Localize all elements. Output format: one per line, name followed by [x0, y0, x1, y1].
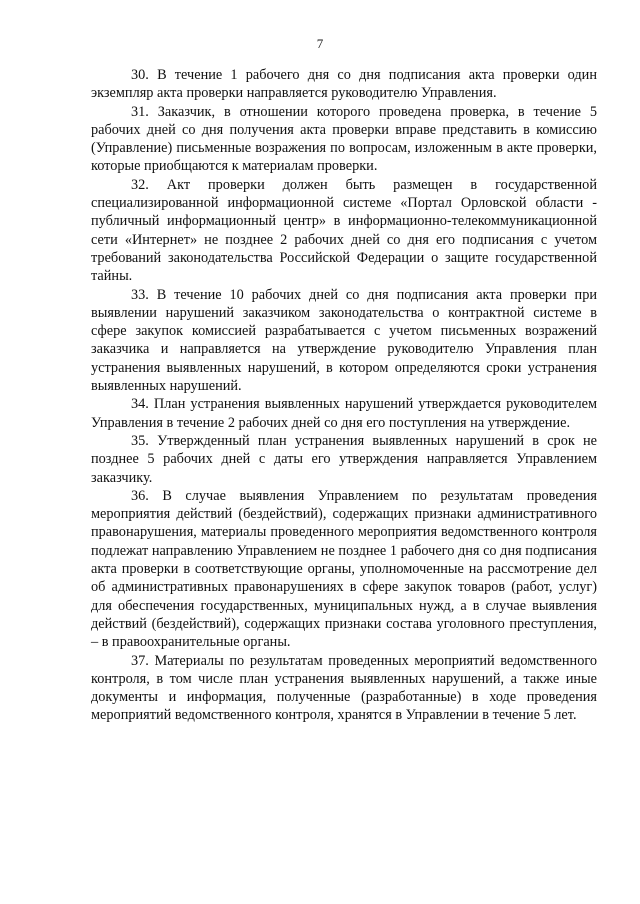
paragraph-31: 31. Заказчик, в отношении которого проведена проверка, в течение 5 рабочих дней со дня получения акта проверки вправе представить в комиссию (Управление) письменные возражения по вопросам, изложенным в акте проверки, которые приобщаются к материалам проверки.: [91, 103, 597, 175]
paragraph-30: 30. В течение 1 рабочего дня со дня подписания акта проверки один экземпляр акта проверки направляется руководителю Управления.: [91, 67, 597, 102]
paragraph-37: 37. Материалы по результатам проведенных мероприятий ведомственного контроля, в том числе план устранения выявленных нарушений, а также иные документы и информация, полученные (разработанные) в ходе проведения мероприятий ведомственного контроля, хранятся в Управлении в течение 5 лет.: [91, 652, 597, 724]
paragraph-32: 32. Акт проверки должен быть размещен в государственной специализированной информационной системе «Портал Орловской области - публичный информационный центр» в информационно-телекоммуникационной сети «Интернет» не позднее 2 рабочих дней со дня его подписания с учетом требований законодательства Российской Федерации о защите государственной тайны.: [91, 176, 597, 285]
document-body: [91, 66, 597, 725]
paragraph-33: 33. В течение 10 рабочих дней со дня подписания акта проверки при выявлении нарушений заказчиком законодательства о контрактной системе в сфере закупок комиссией разрабатывается с учетом письменных возражений заказчика и направляется на утверждение руководителю Управления план устранения выявленных нарушений, в котором определяются сроки устранения выявленных нарушений.: [91, 286, 597, 395]
page-number: 7: [316, 36, 324, 51]
paragraph-34: 34. План устранения выявленных нарушений утверждается руководителем Управления в течение 2 рабочих дней со дня его поступления на утверждение.: [91, 396, 597, 431]
paragraph-35: 35. Утвержденный план устранения выявленных нарушений в срок не позднее 5 рабочих дней с даты его утверждения направляется Управлением заказчику.: [91, 432, 597, 486]
paragraph-36: 36. В случае выявления Управлением по результатам проведения мероприятия действий (бездействий), содержащих признаки административного правонарушения, материалы проведенного мероприятия ведомственного контроля подлежат направлению Управлением не позднее 1 рабочего дня со дня подписания акта проверки в соответствующие органы, уполномоченные на рассмотрение дел об административных правонарушениях в сфере закупок товаров (работ, услуг) для обеспечения государственных, муниципальных нужд, а в случае выявления действий (бездействий), содержащих признаки состава уголовного преступления, – в правоохранительные органы.: [91, 487, 597, 651]
